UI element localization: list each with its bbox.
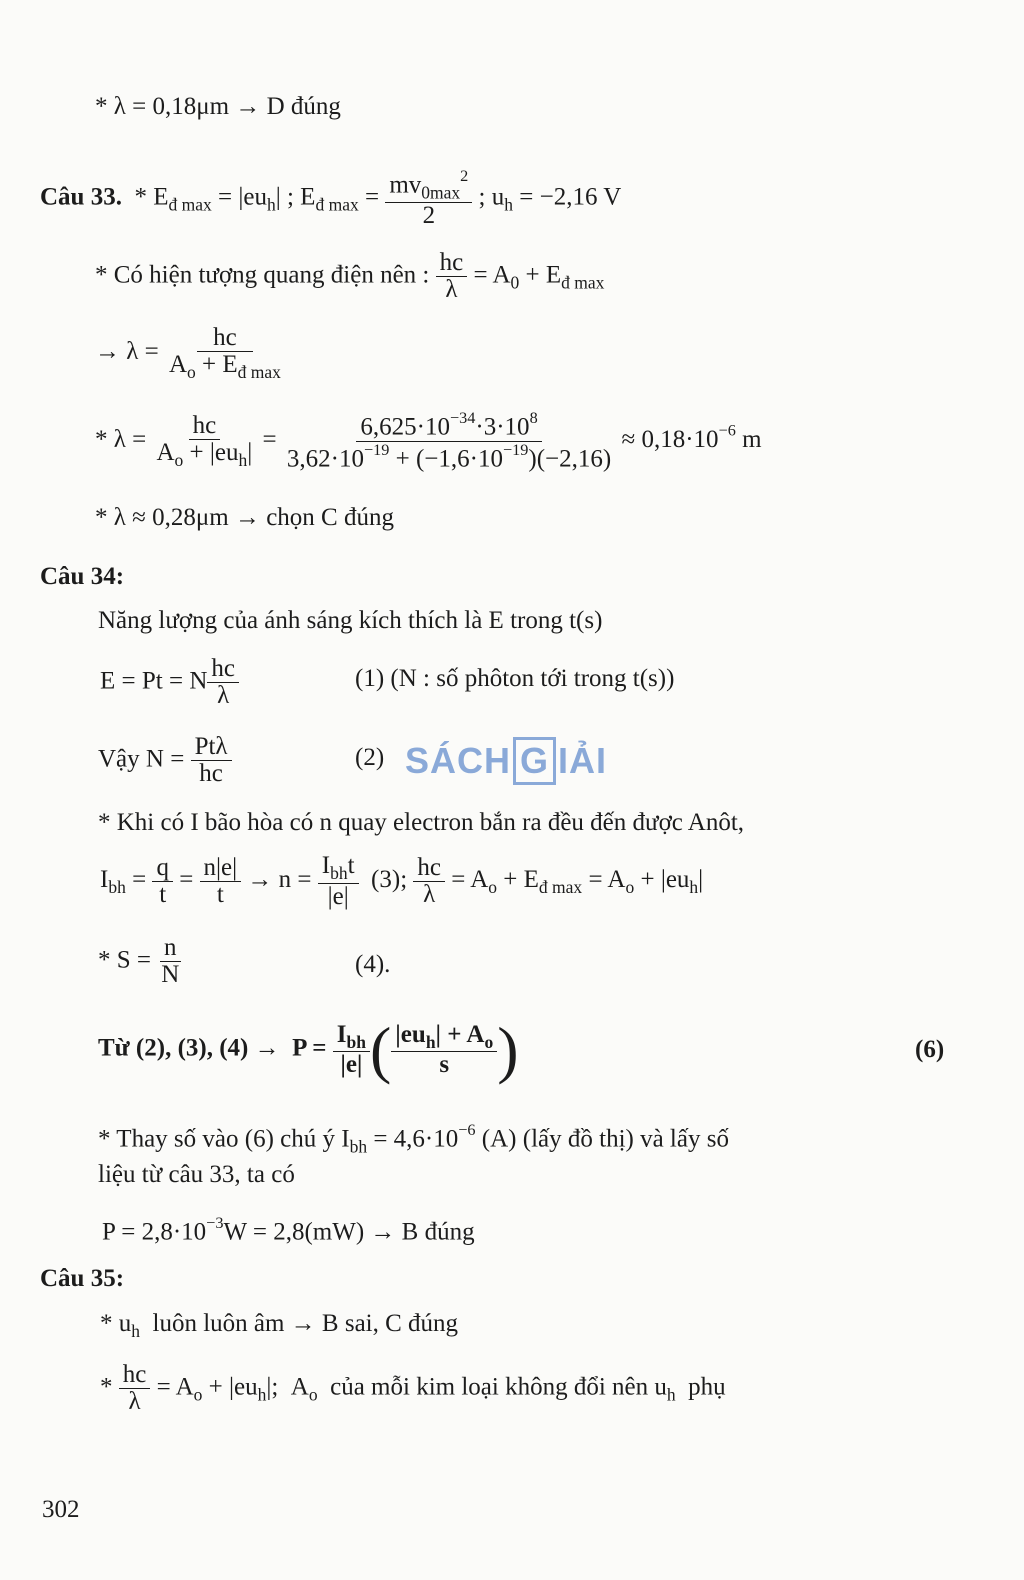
q35-eq: * $\frac{hc}{\lambda}$ = $A_o + |eu_h|$; $A_o$ của mỗi kim loại không đổi nên $u_h$ phụ <box>100 1361 726 1416</box>
q33-line1: Câu 33. * $E_{đ max} = |eu_h|$ ; $E_{đ max}$ = $\frac{mv_{0max}^2}{2}$ ; $u_h = -2,16$ V <box>40 167 622 229</box>
co-hien-tuong-text: * Có hiện tượng quang điện nên : <box>95 261 430 289</box>
q34-eq2-note: (2) <box>355 744 385 771</box>
line-lambda-018: * λ = 0,18μm → D đúng <box>95 93 341 120</box>
q34-eq6: Từ (2), (3), (4) → P = $\frac{I_{bh}}{|e|}$ ( $\frac{|eu_h| + A_o}{s}$ ) <box>98 1014 519 1085</box>
q34-eq2: Vậy N = $\frac{\text{Ptλ}}{hc}$ <box>98 734 232 788</box>
q35-title: Câu 35: <box>40 1265 125 1292</box>
q34-eq4: * S = $\frac{n}{N}$ <box>98 934 180 989</box>
q35-uh-text: * $u_h$ luôn luôn âm → B sai, C đúng <box>100 1310 459 1342</box>
q34-energy-text: Năng lượng của ánh sáng kích thích là E trong t(s) <box>98 607 603 634</box>
q34-result: $P = 2,8\cdot 10^{-3}W = 2,8(mW) \to B$ đúng <box>102 1214 475 1246</box>
q34-eq1-note: (1) (N : số phôton tới trong t(s)) <box>355 665 675 692</box>
sachgiai-watermark: SÁCH G IẢI <box>405 737 607 785</box>
vay-text: Vậy N = <box>98 745 185 773</box>
q33-title: Câu 33. <box>40 183 122 211</box>
q34-eq6-note: (6) <box>915 1036 945 1063</box>
q34-eq3: $I_{bh}$ = $\frac{q}{t}$ = $\frac{n|e|}{t}$ → n = $\frac{I_{bh}t}{|e|}$ (3); $\frac{hc}{\lambda}$ = $A_o + E_{đ max} = A_o + |eu_h|$ <box>100 852 704 910</box>
q34-eq1: E = Pt = N $\frac{hc}{\lambda}$ <box>100 656 239 710</box>
q34-thay-text: * Thay số vào (6) chú ý $I_{bh} = 4,6\cdot 10^{-6}$ (A) (lấy đồ thị) và lấy số <box>98 1121 729 1157</box>
q34-lieu-text: liệu từ câu 33, ta có <box>98 1161 295 1188</box>
q33-line2: * Có hiện tượng quang điện nên : $\frac{hc}{\lambda}$ = $A_0 + E_{đ max}$ <box>95 249 605 304</box>
q34-khi-text: * Khi có I bão hòa có n quay electron bắn ra đều đến được Anôt, <box>98 809 745 836</box>
q33-line3: → λ = $\frac{hc}{A_o + E_{đ max}}$ <box>95 324 281 383</box>
q34-title: Câu 34: <box>40 563 125 590</box>
q34-eq4-note: (4). <box>355 951 391 978</box>
line-lambda-028: * λ ≈ 0,28μm → chọn C đúng <box>95 504 394 531</box>
q33-line4: * λ = $\frac{hc}{A_o + |eu_h|}$ = $\frac{6,625\cdot 10^{-34}\cdot 3\cdot 10^8}{3,62\cdot 10^{-19} + (-1,6\cdot 10^{-19})(-2,16)}$ ≈ $0,18\cdot 10^{-6}$ m <box>95 409 762 472</box>
page-number: 302 <box>42 1496 80 1523</box>
